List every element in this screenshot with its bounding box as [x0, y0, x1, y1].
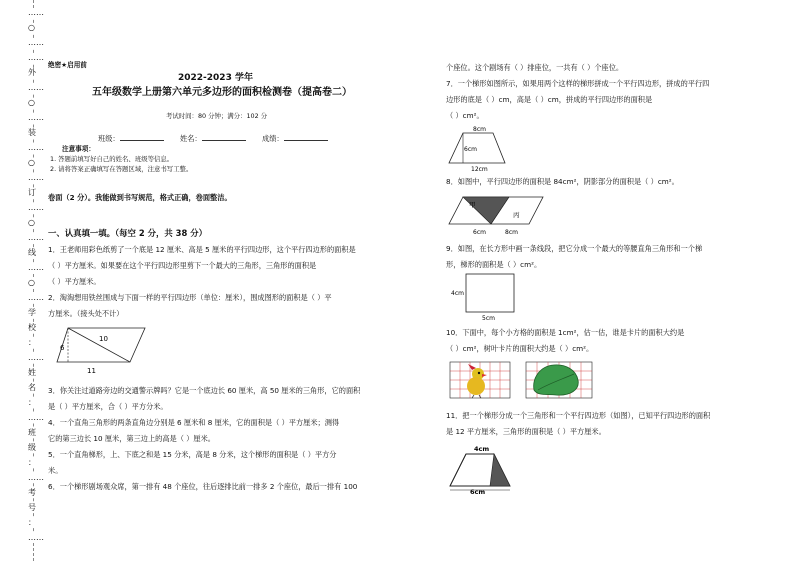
binding-char: 名 [28, 383, 36, 392]
binding-char: …… [28, 413, 44, 422]
fig7-label-top: 8cm [473, 126, 486, 133]
bird-card-grid [450, 362, 510, 398]
q7-trapezoid-figure [447, 125, 517, 173]
q2-line1: 2．淘淘想用铁丝围成与下面一样的平行四边形（单位：厘米），围成图形的面积是（ ）平 [48, 293, 332, 302]
binding-char: ： [28, 518, 36, 527]
binding-char: ： [28, 338, 36, 347]
score-field[interactable]: 成绩： [262, 133, 328, 144]
q11-line2: 是 12 平方厘米，三角形的面积是（ ）平方厘米。 [446, 427, 606, 436]
binding-char: …… [28, 83, 44, 92]
leaf-card-grid [526, 362, 592, 398]
binding-char: …… [28, 53, 44, 62]
fig2-label-base: 11 [87, 367, 96, 375]
binding-char: …… [28, 173, 44, 182]
binding-char: ○ [28, 218, 35, 227]
q2-line2: 方厘米。（接头处不计） [48, 309, 124, 318]
q2-parallelogram-figure [55, 326, 150, 376]
binding-char: 号 [28, 503, 36, 512]
q9-line1: 9．如图，在长方形中画一条线段，把它分成一个最大的等腰直角三角形和一个梯 [446, 244, 703, 253]
binding-char: 考 [28, 488, 36, 497]
fig8-label-c2: 8cm [505, 229, 518, 236]
binding-char: …… [28, 533, 44, 542]
q9-rectangle-figure [450, 272, 520, 322]
q6-line2: 个座位。这个剧场有（ ）排座位，一共有（ ）个座位。 [446, 63, 624, 72]
binding-char: ○ [28, 98, 35, 107]
notes-title: 注意事项： [62, 145, 95, 153]
fig2-label-diagonal: 10 [99, 335, 108, 343]
binding-char: 外 [28, 68, 36, 77]
q3-line2: 是（ ）平方厘米，合（ ）平方分米。 [48, 402, 168, 411]
fig11-label-top: 4cm [474, 445, 490, 453]
q5-line2: 米。 [48, 466, 63, 475]
note-item: 1. 答题前填写好自己的姓名、班级等信息。 [50, 155, 174, 163]
exam-time: 考试时间：80 分钟；满分：102 分 [166, 112, 268, 120]
exam-title: 五年级数学上册第六单元多边形的面积检测卷（提高卷二） [92, 87, 352, 98]
q6-line1: 6．一个梯形剧场观众席，第一排有 48 个座位，往后逐排比前一排多 2 个座位，最后一排有 100 [48, 482, 358, 491]
q3-line1: 3．你关注过道路旁边的交通警示牌吗？它是一个底边长 60 厘米，高 50 厘米的三角形，它的面积 [48, 386, 361, 395]
fig7-label-bottom: 12cm [471, 166, 488, 173]
q10-line2: （ ）cm²，树叶卡片的面积大约是（ ）cm²。 [446, 344, 594, 353]
binding-char: 姓 [28, 368, 36, 377]
binding-char: 装 [28, 128, 36, 137]
binding-char: ○ [28, 23, 35, 32]
neatness-note: 卷面（2 分）。我能做到书写规范，格式正确，卷面整洁。 [48, 193, 232, 202]
binding-char: …… [28, 233, 44, 242]
binding-char: 级 [28, 443, 36, 452]
fig8-label-c1: 6cm [473, 229, 486, 236]
q8-line1: 8．如图中，平行四边形的面积是 84cm²，阴影部分的面积是（ ）cm²。 [446, 177, 679, 186]
q11-line1: 11．把一个梯形分成一个三角形和一个平行四边形（如图），已知平行四边形的面积 [446, 411, 711, 420]
binding-char: …… [28, 8, 44, 17]
binding-char: …… [28, 143, 44, 152]
fig8-label-b: 丙 [513, 211, 520, 219]
fig11-label-bottom: 6cm [470, 488, 486, 496]
q8-parallelogram-figure [447, 193, 547, 238]
binding-char: ： [28, 458, 36, 467]
fig9-label-height: 4cm [451, 290, 464, 297]
q10-grid-figures [448, 360, 598, 402]
binding-char: 订 [28, 188, 36, 197]
q7-line2: 边形的底是（ ）cm，高是（ ）cm，拼成的平行四边形的面积是 [446, 95, 653, 104]
fig2-label-height: 6 [60, 344, 65, 352]
binding-char: …… [28, 293, 44, 302]
binding-char: …… [28, 113, 44, 122]
binding-margin [0, 0, 44, 561]
exam-year: 2022-2023 学年 [178, 73, 253, 83]
binding-char: 学 [28, 308, 36, 317]
binding-char: 线 [28, 248, 36, 257]
binding-char: …… [28, 203, 44, 212]
q1-line2: （ ）平方厘米。如果要在这个平行四边形里剪下一个最大的三角形，三角形的面积是 [48, 261, 317, 270]
q9-line2: 形，梯形的面积是（ ）cm²。 [446, 260, 542, 269]
q5-line1: 5．一个直角梯形，上、下底之和是 15 分米，高是 8 分米，这个梯形的面积是（ ）平方分 [48, 450, 337, 459]
binding-char: …… [28, 473, 44, 482]
binding-char: 班 [28, 428, 36, 437]
q11-trapezoid-figure [446, 442, 526, 494]
binding-char: …… [28, 263, 44, 272]
q4-line1: 4．一个直角三角形的两条直角边分别是 6 厘米和 8 厘米，它的面积是（ ）平方厘米；测得 [48, 418, 340, 427]
q10-line1: 10．下面中，每个小方格的面积是 1cm²，估一估，谁是卡片的面积大约是 [446, 328, 685, 337]
binding-char: ： [28, 398, 36, 407]
name-field[interactable]: 姓名： [180, 133, 246, 144]
q7-line1: 7．一个梯形如图所示，如果用两个这样的梯形拼成一个平行四边形，拼成的平行四 [446, 79, 710, 88]
fig8-label-a: 甲 [469, 201, 476, 209]
binding-char: …… [28, 38, 44, 47]
binding-char: ○ [28, 158, 35, 167]
fig9-label-width: 5cm [482, 315, 495, 322]
binding-char: ○ [28, 278, 35, 287]
class-field[interactable]: 班级： [98, 133, 164, 144]
note-item: 2. 请将答案正确填写在答题区域，注意书写工整。 [50, 165, 193, 173]
q1-line3: （ ）平方厘米。 [48, 277, 101, 286]
binding-char: 校 [28, 323, 36, 332]
fig7-label-height: 6cm [464, 146, 477, 153]
q7-line3: （ ）cm²。 [446, 111, 484, 120]
binding-char: …… [28, 353, 44, 362]
q4-line2: 它的第三边长 10 厘米，第三边上的高是（ ）厘米。 [48, 434, 215, 443]
q1-line1: 1．王老师用彩色纸剪了一个底是 12 厘米、高是 5 厘米的平行四边形，这个平行四边形的面积是 [48, 245, 356, 254]
section-1-title: 一、认真填一填。（每空 2 分，共 38 分） [48, 228, 207, 238]
secret-label: 绝密★启用前 [48, 61, 87, 69]
